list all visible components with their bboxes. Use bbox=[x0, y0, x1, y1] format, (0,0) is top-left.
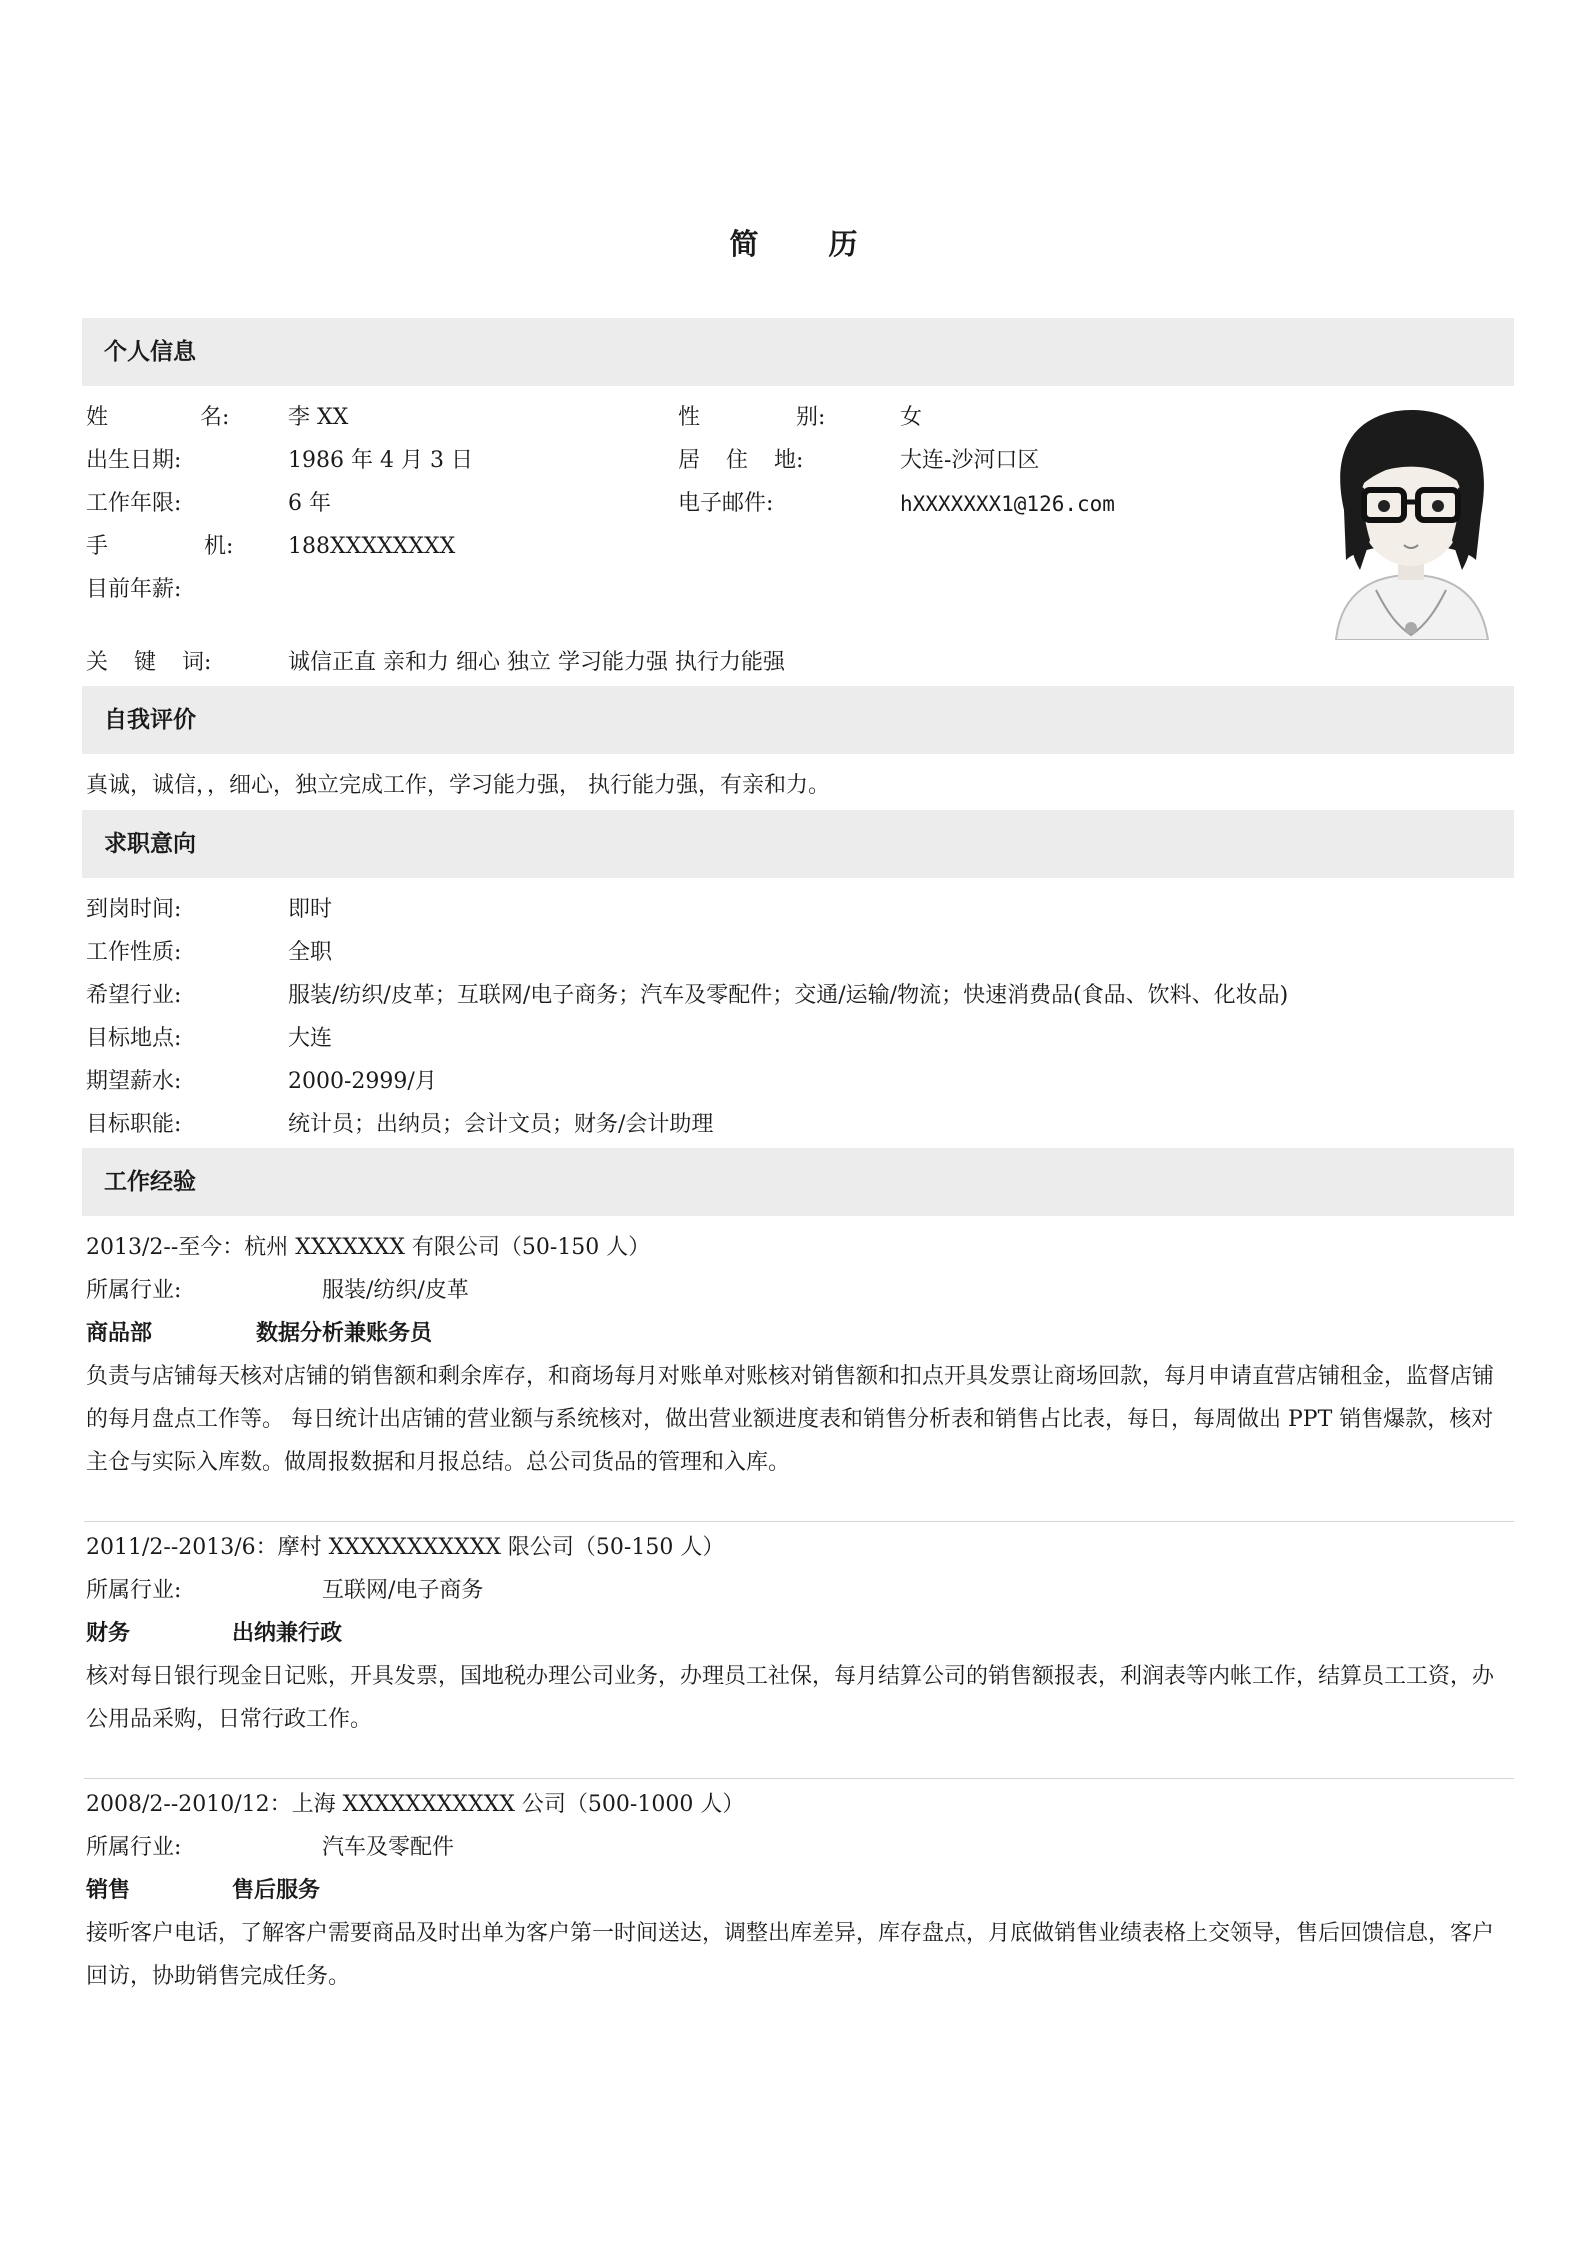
job-3-industry: 汽车及零配件 bbox=[322, 1835, 455, 1860]
job-2-role: 出纳兼行政 bbox=[232, 1621, 343, 1646]
email-label: 电子邮件: bbox=[678, 491, 774, 516]
intent-value-salary: 2000-2999/月 bbox=[288, 1069, 437, 1094]
job-1-industry-label: 所属行业: bbox=[86, 1278, 182, 1303]
intent-label-industry: 希望行业: bbox=[86, 983, 182, 1008]
job-2-industry: 互联网/电子商务 bbox=[322, 1578, 484, 1603]
job-3-role: 售后服务 bbox=[232, 1878, 321, 1903]
divider bbox=[84, 1521, 1514, 1522]
page-title: 简 历 bbox=[729, 227, 888, 261]
intent-label-function: 目标职能: bbox=[86, 1112, 182, 1137]
years-value: 6 年 bbox=[288, 491, 331, 516]
phone-value: 188XXXXXXXX bbox=[288, 534, 456, 559]
job-3-period: 2008/2--2010/12：上海 XXXXXXXXXXX 公司（500-1000 人） bbox=[86, 1792, 745, 1817]
salary-label: 目前年薪: bbox=[86, 577, 182, 602]
intent-value-start: 即时 bbox=[288, 897, 333, 922]
job-1-department: 商品部 bbox=[86, 1321, 153, 1346]
section-self-evaluation: 自我评价 bbox=[82, 686, 1514, 754]
section-personal-info: 个人信息 bbox=[82, 318, 1514, 386]
email-value: hXXXXXXX1@126.com bbox=[900, 492, 1115, 516]
job-1-role: 数据分析兼账务员 bbox=[256, 1321, 433, 1346]
job-1-description: 负责与店铺每天核对店铺的销售额和剩余库存，和商场每月对账单对账核对销售额和扣点开具发票让商场回款，每月申请直营店铺租金，监督店铺的每月盘点工作等。 每日统计出店铺的营业额与系统核对，做出营业额进度表和销售分析表和销售占比表，每日，每周做出 PPT 销售爆款，核对主仓与实际入库数。做周报数据和月报总结。总公司货品的管理和入库。 bbox=[86, 1364, 1495, 1475]
keywords-value: 诚信正直 亲和力 细心 独立 学习能力强 执行力能强 bbox=[288, 650, 785, 675]
residence-value: 大连-沙河口区 bbox=[900, 448, 1040, 473]
job-1-industry: 服装/纺织/皮革 bbox=[322, 1278, 469, 1303]
job-3-industry-label: 所属行业: bbox=[86, 1835, 182, 1860]
name-value: 李 XX bbox=[288, 405, 349, 430]
gender-value: 女 bbox=[900, 405, 923, 430]
keywords-label: 关 键 词: bbox=[86, 650, 212, 675]
job-2-description: 核对每日银行现金日记账，开具发票，国地税办理公司业务，办理员工社保，每月结算公司的销售额报表，利润表等内帐工作，结算员工工资，办公用品采购，日常行政工作。 bbox=[86, 1664, 1495, 1732]
intent-label-salary: 期望薪水: bbox=[86, 1069, 182, 1094]
section-job-intention: 求职意向 bbox=[82, 810, 1514, 878]
intent-value-type: 全职 bbox=[288, 940, 333, 965]
intent-label-start: 到岗时间: bbox=[86, 897, 182, 922]
intent-value-location: 大连 bbox=[288, 1026, 333, 1051]
divider bbox=[84, 1778, 1514, 1779]
residence-label: 居 住 地: bbox=[678, 448, 804, 473]
job-2-period: 2011/2--2013/6：摩村 XXXXXXXXXXX 限公司（50-150 人） bbox=[86, 1535, 725, 1560]
birth-value: 1986 年 4 月 3 日 bbox=[288, 448, 473, 473]
job-1-period: 2013/2--至今：杭州 XXXXXXX 有限公司（50-150 人） bbox=[86, 1235, 651, 1260]
intent-value-function: 统计员；出纳员；会计文员；财务/会计助理 bbox=[288, 1112, 714, 1137]
gender-label: 性 别: bbox=[678, 405, 826, 430]
years-label: 工作年限: bbox=[86, 491, 182, 516]
section-work-experience: 工作经验 bbox=[82, 1148, 1514, 1216]
avatar bbox=[1316, 390, 1506, 640]
job-2-industry-label: 所属行业: bbox=[86, 1578, 182, 1603]
self-evaluation-text: 真诚，诚信，，细心，独立完成工作，学习能力强， 执行能力强，有亲和力。 bbox=[86, 773, 830, 798]
phone-label: 手 机: bbox=[86, 534, 234, 559]
intent-label-type: 工作性质: bbox=[86, 940, 182, 965]
job-3-description: 接听客户电话，了解客户需要商品及时出单为客户第一时间送达，调整出库差异，库存盘点，月底做销售业绩表格上交领导，售后回馈信息，客户回访，协助销售完成任务。 bbox=[86, 1921, 1495, 1989]
intent-value-industry: 服装/纺织/皮革；互联网/电子商务；汽车及零配件；交通/运输/物流；快速消费品(食品、饮料、化妆品) bbox=[288, 983, 1289, 1008]
intent-label-location: 目标地点: bbox=[86, 1026, 182, 1051]
job-3-department: 销售 bbox=[86, 1878, 131, 1903]
birth-label: 出生日期: bbox=[86, 448, 182, 473]
name-label: 姓 名: bbox=[86, 405, 230, 430]
job-2-department: 财务 bbox=[86, 1621, 131, 1646]
